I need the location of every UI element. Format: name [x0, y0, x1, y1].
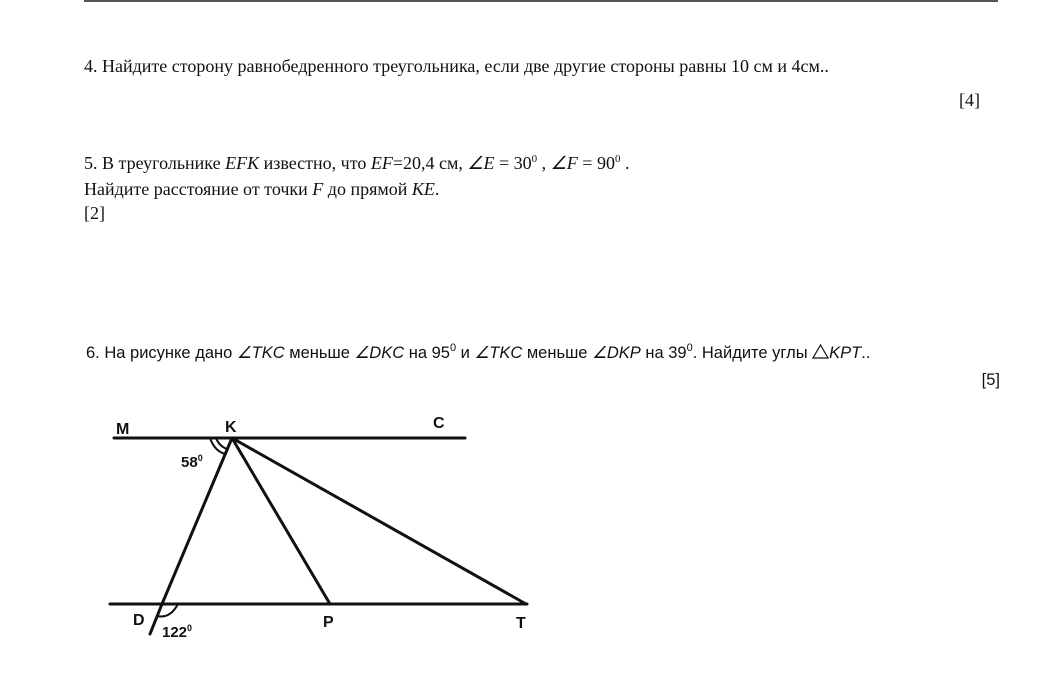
q6-and: и — [456, 344, 475, 362]
q6-less-1: меньше — [284, 344, 355, 362]
q6-by-1: на 95 — [404, 344, 450, 362]
label-k: K — [225, 419, 237, 436]
q6-degree-1: 0 — [449, 342, 457, 354]
q6-degree-2: 0 — [686, 342, 693, 354]
label-t: T — [516, 615, 526, 632]
q6-end: .. — [861, 344, 871, 362]
q6-less-2: меньше — [522, 344, 593, 362]
q6-triangle: KPT — [829, 344, 862, 362]
question-5-score: [2] — [84, 203, 105, 223]
label-m: M — [116, 421, 130, 438]
segment-kp — [232, 438, 330, 604]
label-p: P — [323, 614, 334, 631]
segment-kt — [232, 438, 526, 604]
q5-known: известно, что — [259, 153, 371, 173]
angle-k-value: 58 — [181, 454, 198, 471]
q5-line2-end: . — [434, 179, 440, 199]
q5-point: F — [312, 179, 324, 199]
q6-angle-1: ∠TKC — [236, 344, 285, 362]
question-6-score: [5] — [981, 371, 1000, 389]
q5-num: 5. В треугольнике — [84, 153, 226, 173]
question-4-score: [4] — [959, 90, 980, 110]
angle-label-d — [162, 623, 192, 641]
q5-line: KE — [411, 179, 435, 199]
q6-angle-2: ∠DKC — [354, 344, 405, 362]
q5-sep: , — [537, 153, 551, 173]
q5-angle-e: ∠E — [467, 153, 495, 173]
angle-d-degree: 0 — [187, 623, 193, 633]
q5-degree-e: 0 — [531, 153, 538, 165]
q6-by-2: на 39 — [640, 344, 687, 362]
angle-arc-k-inner — [216, 438, 227, 449]
q5-angle-f: ∠F — [550, 153, 578, 173]
angle-label-k — [181, 453, 203, 471]
question-4-text: 4. Найдите сторону равнобедренного треугольника, если две другие стороны равны 10 см и 4см.. — [84, 56, 829, 76]
angle-d-value: 122 — [162, 624, 188, 641]
q5-side: EF — [370, 153, 393, 173]
label-c: C — [433, 415, 445, 432]
extension-d — [150, 604, 162, 634]
q6-find: . Найдите углы — [692, 344, 813, 362]
q5-line2-b: до прямой — [323, 179, 412, 199]
angle-k-degree: 0 — [197, 453, 203, 463]
q6-angle-4: ∠DKP — [592, 344, 641, 362]
q5-line2-a: Найдите расстояние от точки — [84, 179, 313, 199]
q5-eq-e: = 30 — [494, 153, 532, 173]
q5-side-value: =20,4 см, — [392, 153, 468, 173]
label-d: D — [133, 612, 145, 629]
q5-end: . — [620, 153, 630, 173]
q5-degree-f: 0 — [614, 153, 621, 165]
q6-angle-3: ∠TKC — [474, 344, 523, 362]
q5-triangle: EFK — [225, 153, 260, 173]
q5-eq-f: = 90 — [577, 153, 615, 173]
q6-num: 6. На рисунке дано — [86, 344, 237, 362]
